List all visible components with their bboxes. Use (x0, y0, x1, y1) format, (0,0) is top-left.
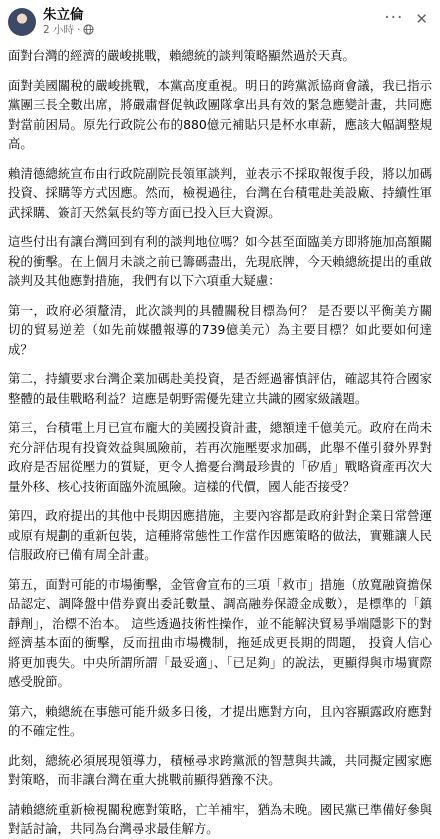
post-timestamp-row (43, 24, 384, 36)
post-paragraph: 請賴總統重新檢視關稅應對策略，亡羊補牢，猶為未晚。國民黨已準備好參與對話討論，共同為台灣尋求最佳解方。 (8, 801, 432, 836)
avatar[interactable] (8, 8, 36, 36)
close-icon[interactable]: ✕ (415, 10, 428, 28)
post-header (0, 0, 440, 42)
post-paragraph: 第一，政府必須釐清，此次談判的具體關稅目標為何？ 是否要以平衡美方關切的貿易逆差（如先前媒體報導的739億美元）為主要目標？如此要如何達成？ (8, 302, 432, 357)
post-paragraph: 這些付出有讓台灣回到有利的談判地位嗎？如今甚至面臨美方即將施加高額關稅的衝擊。在上個月未談之前已籌碼盡出，先現底牌，今天賴總統提出的重啟談判及其他應對措施，我們有以下六項重大疑慮： (8, 234, 432, 288)
post-paragraph: 第四，政府提出的其他中長期因應措施，主要內容都是政府針對企業日常營運或原有規劃的重新包裝，這種將常態性工作當作因應策略的做法，實難讓人民信服政府已備有周全計畫。 (8, 508, 432, 562)
post-meta (43, 8, 384, 36)
globe-icon[interactable] (83, 24, 94, 35)
post-body (0, 42, 440, 839)
post-paragraph: 第三，台積電上月已宣布龐大的美國投資計畫，總額達千億美元。政府在尚未充分評估現有投資效益與風險前，若再次施壓要求加碼，此舉不僅引發外界對政府是否屈從壓力的質疑，更令人擔憂台灣最珍貴的「矽盾」戰略資產再次大量外移、核心技術面臨外流風險。這樣的代價，國人能否接受？ (8, 420, 432, 494)
post-paragraph: 第五，面對可能的市場衝擊，金管會宣布的三項「救市」措施（放寬融資擔保品認定、調降盤中借券賣出委託數量、調高融券保證金成數），是標準的「鎮靜劑」，治標不治本。 這些透過技術性操作，並不能解決貿易爭端隱影下的對經濟基本面的衝擊，反而扭曲市場機制，拖延成更長期的問題， 投資人信心將更加喪失。中央所謂所謂「最妥適」、「已足夠」的說法，更顯得與市場實際感受脫節。 (8, 576, 432, 689)
more-icon[interactable]: ··· (384, 8, 404, 28)
author-name[interactable]: 朱立倫 (43, 7, 84, 24)
post-paragraph: 第二，持續要求台灣企業加碼赴美投資，是否經過審慎評估，確認其符合國家整體的最佳戰略利益？這應是朝野需優先建立共識的國家級議題。 (8, 371, 432, 406)
dot-separator: · (77, 23, 81, 36)
post-paragraph: 此刻，總統必須展現領導力，積極尋求跨黨派的智慧與共識，共同擬定國家應對策略，而非讓台灣在重大挑戰前顯得猶豫不決。 (8, 752, 432, 787)
post-paragraph: 面對台灣的經濟的嚴峻挑戰，賴總統的談判策略顯然過於天真。 (8, 48, 355, 63)
post-paragraph: 面對美國關稅的嚴峻挑戰，本黨高度重視。明日的跨黨派協商會議，我已指示黨團三長全數出席，將嚴肅督促執政團隊拿出具有效的緊急應變計畫，共同應對當前困局。原先行政院公布的880億元補貼只是杯水車薪，應該大幅調整規高。 (8, 77, 432, 151)
post-paragraph: 第六，賴總統在事態可能升級多日後，才提出應對方向，且內容顯露政府應對的不確定性。 (8, 703, 432, 738)
post-time[interactable]: 2 小時 (43, 23, 75, 36)
post-paragraph: 賴清德總統宣布由行政院副院長領軍談判，並表示不採取報復手段，將以加碼投資、採購等方式因應。然而，檢視過往，台灣在台積電赴美設廠、持續性軍武採購、簽訂天然氣長約等方面已投入巨大資源。 (8, 165, 432, 220)
